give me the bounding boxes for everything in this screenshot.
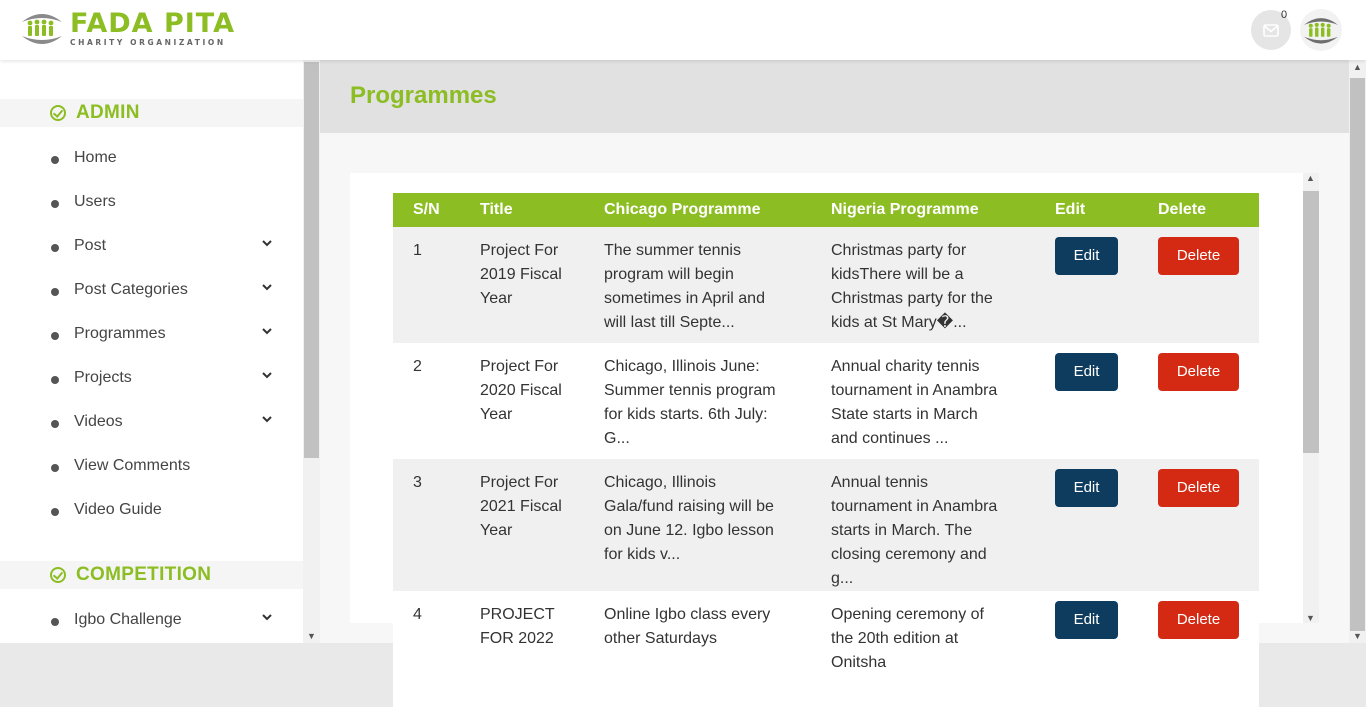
scroll-down-arrow-icon[interactable]: ▼ [1353,631,1362,641]
bullet-icon [51,508,59,516]
cell-edit [1035,591,1138,707]
logo-title [70,7,236,39]
sidebar-item-label: Home [74,149,117,166]
sidebar [0,60,320,643]
chevron-down-icon [262,282,272,292]
cell-nigeria: Christmas party for kidsThere will be a Christmas party for the kids at St Mary�... [831,242,993,331]
section-label: COMPETITION [76,564,212,585]
sidebar-item-label: Programmes [74,325,166,342]
delete-button[interactable]: Delete [1158,601,1239,639]
sidebar-item-label: View Comments [74,457,191,474]
edit-button[interactable]: Edit [1055,237,1118,275]
cell-nigeria: Opening ceremony of the 20th edition at Onitsha [831,606,984,671]
sidebar-section-competition [0,561,303,589]
bullet-icon [51,332,59,340]
delete-button[interactable]: Delete [1158,353,1239,391]
sidebar-item-users[interactable] [0,180,303,224]
chevron-down-icon [262,612,272,622]
bullet-icon [51,376,59,384]
sidebar-scrollbar[interactable] [303,60,320,643]
chevron-down-icon [262,238,272,248]
cell-title: Project For 2020 Fiscal Year [480,358,562,423]
edit-button[interactable]: Edit [1055,353,1118,391]
column-header-chicago: Chicago Programme [604,201,761,218]
cell-delete [1138,591,1259,707]
cell-sn: 4 [413,606,422,623]
bullet-icon [51,200,59,208]
sidebar-section-admin [0,99,303,127]
table-row [393,591,1259,707]
window-scrollbar[interactable] [1349,60,1366,643]
avatar[interactable] [1300,9,1342,51]
bullet-icon [51,464,59,472]
sidebar-item-label: Post Categories [74,281,188,298]
bullet-icon [51,420,59,428]
sidebar-item-label: Post [74,237,107,254]
sidebar-item-label: Igbo Challenge [74,611,182,628]
sidebar-scrollbar-thumb[interactable] [304,62,319,458]
cell-sn: 2 [413,358,422,375]
scroll-down-arrow-icon[interactable]: ▼ [307,631,316,641]
delete-button[interactable]: Delete [1158,237,1239,275]
logo-mark-icon [20,8,64,48]
table-header-row [393,193,1259,227]
cell-delete [1138,459,1259,591]
cell-sn: 3 [413,474,422,491]
programmes-table [393,193,1259,707]
sidebar-item-label: Projects [74,369,132,386]
cell-edit [1035,227,1138,343]
cell-sn: 1 [413,242,422,259]
chevron-down-icon [262,370,272,380]
cell-delete [1138,227,1259,343]
avatar-logo-icon [1302,13,1340,47]
column-header-sn: S/N [413,201,440,218]
logo-subtitle: CHARITY ORGANIZATION [70,37,226,47]
sidebar-item-home[interactable] [0,136,303,180]
delete-button[interactable]: Delete [1158,469,1239,507]
sidebar-item-video-guide[interactable] [0,488,303,532]
cell-title: Project For 2021 Fiscal Year [480,474,562,539]
sidebar-item-post-categories[interactable] [0,268,303,312]
programmes-card [350,173,1303,671]
bullet-icon [51,244,59,252]
page-header [320,60,1349,133]
table-row [393,227,1259,343]
page-title: Programmes [350,82,497,109]
cell-edit [1035,343,1138,459]
cell-chicago: Chicago, Illinois June: Summer tennis program for kids starts. 6th July: G... [604,358,776,447]
chevron-down-icon [262,326,272,336]
window-scrollbar-thumb[interactable] [1350,78,1365,631]
edit-button[interactable]: Edit [1055,469,1118,507]
scroll-down-arrow-icon[interactable]: ▼ [1306,613,1315,623]
sidebar-item-projects[interactable] [0,356,303,400]
main-content [320,60,1349,671]
section-label: ADMIN [76,102,140,123]
column-header-edit: Edit [1055,201,1086,218]
cell-delete [1138,343,1259,459]
table-row [393,459,1259,591]
cell-nigeria: Annual tennis tournament in Anambra starts in March. The closing ceremony and g... [831,474,998,587]
sidebar-item-programmes[interactable] [0,312,303,356]
cell-title: PROJECT FOR 2022 [480,606,555,647]
table-scrollbar[interactable] [1303,173,1319,623]
logo-title-part2: PITA [163,7,236,39]
check-circle-icon [50,105,66,121]
cell-chicago: Chicago, Illinois Gala/fund raising will be on June 12. Igbo lesson for kids v... [604,474,774,563]
column-header-title: Title [480,201,513,218]
sidebar-item-post[interactable] [0,224,303,268]
check-circle-icon [50,567,66,583]
cell-chicago: Online Igbo class every other Saturdays [604,606,771,647]
scroll-up-arrow-icon[interactable]: ▲ [1306,173,1315,183]
cell-nigeria: Annual charity tennis tournament in Anambra State starts in March and continues ... [831,358,998,447]
cell-edit [1035,459,1138,591]
chevron-down-icon [262,414,272,424]
sidebar-item-label: Users [74,193,116,210]
sidebar-item-videos[interactable] [0,400,303,444]
messages-count: 0 [1281,9,1288,21]
logo-title-part1: FADA [70,7,154,39]
cell-title: Project For 2019 Fiscal Year [480,242,562,307]
table-row [393,343,1259,459]
sidebar-item-label: Video Guide [74,501,162,518]
sidebar-item-label: Videos [74,413,123,430]
envelope-icon [1263,24,1279,37]
scroll-up-arrow-icon[interactable]: ▲ [1353,62,1362,72]
column-header-delete: Delete [1158,201,1207,218]
bullet-icon [51,156,59,164]
table-scrollbar-thumb[interactable] [1303,191,1319,453]
cell-chicago: The summer tennis program will begin sometimes in April and will last till Septe... [604,242,765,331]
edit-button[interactable]: Edit [1055,601,1118,639]
column-header-nigeria: Nigeria Programme [831,201,979,218]
sidebar-item-view-comments[interactable] [0,444,303,488]
logo[interactable] [20,8,235,48]
bullet-icon [51,288,59,296]
bullet-icon [51,618,59,626]
sidebar-item-igbo-challenge[interactable] [0,598,303,642]
top-bar [0,0,1366,60]
